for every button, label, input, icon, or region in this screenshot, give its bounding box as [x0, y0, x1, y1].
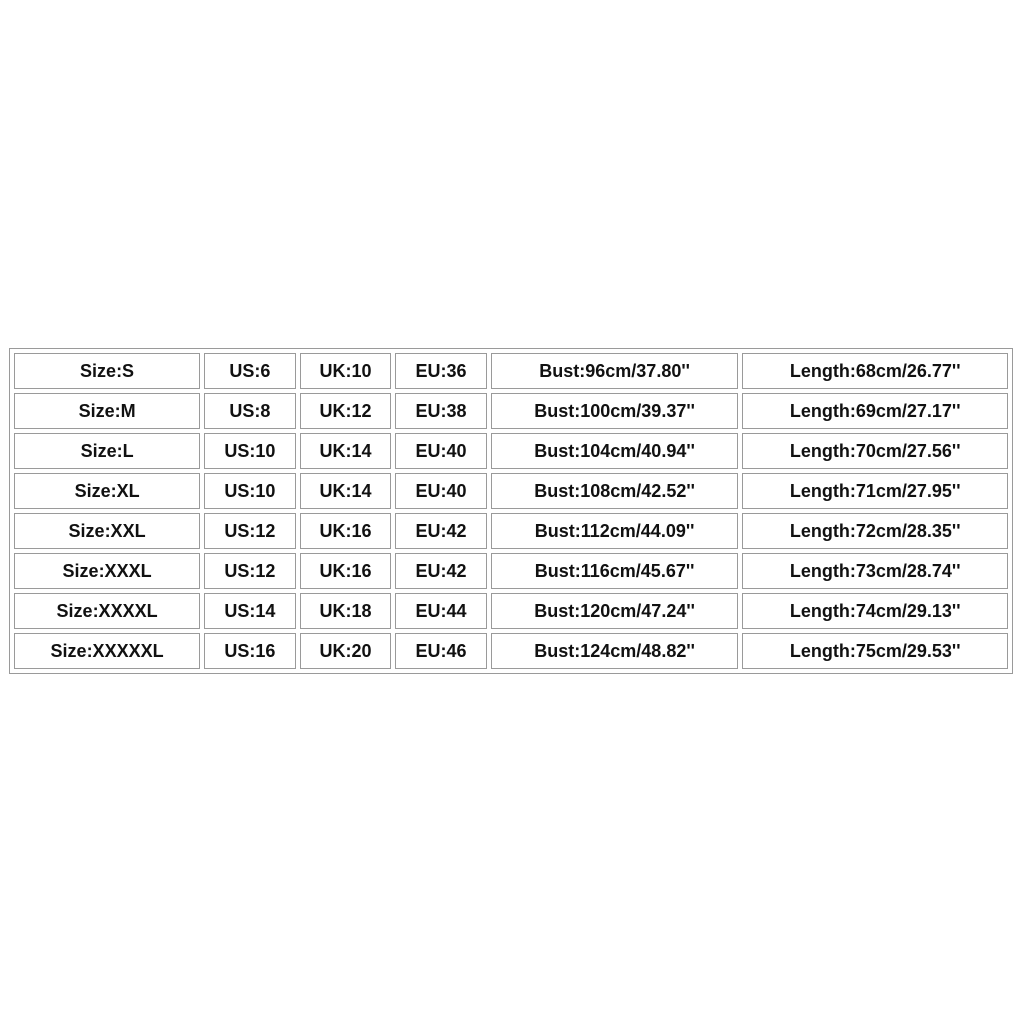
table-row: [14, 553, 1008, 589]
us-size-cell: US:14: [204, 593, 296, 629]
size-cell: Size:M: [14, 393, 200, 429]
table-row: [14, 593, 1008, 629]
bust-cell: Bust:100cm/39.37'': [491, 393, 739, 429]
table-row: [14, 633, 1008, 669]
size-cell: Size:XXXL: [14, 553, 200, 589]
uk-size-cell: UK:12: [300, 393, 392, 429]
eu-size-cell: EU:38: [395, 393, 487, 429]
size-cell: Size:XXXXL: [14, 593, 200, 629]
table-row: [14, 353, 1008, 389]
length-cell: Length:75cm/29.53'': [742, 633, 1008, 669]
bust-cell: Bust:96cm/37.80'': [491, 353, 739, 389]
bust-cell: Bust:116cm/45.67'': [491, 553, 739, 589]
us-size-cell: US:12: [204, 553, 296, 589]
table-row: [14, 393, 1008, 429]
eu-size-cell: EU:42: [395, 513, 487, 549]
uk-size-cell: UK:16: [300, 553, 392, 589]
size-cell: Size:L: [14, 433, 200, 469]
length-cell: Length:73cm/28.74'': [742, 553, 1008, 589]
eu-size-cell: EU:44: [395, 593, 487, 629]
size-chart-table: [9, 348, 1013, 674]
eu-size-cell: EU:42: [395, 553, 487, 589]
us-size-cell: US:10: [204, 433, 296, 469]
us-size-cell: US:10: [204, 473, 296, 509]
eu-size-cell: EU:36: [395, 353, 487, 389]
length-cell: Length:72cm/28.35'': [742, 513, 1008, 549]
table-row: [14, 433, 1008, 469]
us-size-cell: US:8: [204, 393, 296, 429]
eu-size-cell: EU:40: [395, 473, 487, 509]
bust-cell: Bust:120cm/47.24'': [491, 593, 739, 629]
table-row: [14, 473, 1008, 509]
uk-size-cell: UK:20: [300, 633, 392, 669]
bust-cell: Bust:112cm/44.09'': [491, 513, 739, 549]
length-cell: Length:71cm/27.95'': [742, 473, 1008, 509]
uk-size-cell: UK:10: [300, 353, 392, 389]
length-cell: Length:68cm/26.77'': [742, 353, 1008, 389]
uk-size-cell: UK:18: [300, 593, 392, 629]
us-size-cell: US:16: [204, 633, 296, 669]
bust-cell: Bust:124cm/48.82'': [491, 633, 739, 669]
table-row: [14, 513, 1008, 549]
bust-cell: Bust:104cm/40.94'': [491, 433, 739, 469]
size-cell: Size:XXL: [14, 513, 200, 549]
size-cell: Size:XXXXXL: [14, 633, 200, 669]
bust-cell: Bust:108cm/42.52'': [491, 473, 739, 509]
uk-size-cell: UK:14: [300, 473, 392, 509]
us-size-cell: US:6: [204, 353, 296, 389]
length-cell: Length:69cm/27.17'': [742, 393, 1008, 429]
eu-size-cell: EU:40: [395, 433, 487, 469]
size-cell: Size:S: [14, 353, 200, 389]
length-cell: Length:70cm/27.56'': [742, 433, 1008, 469]
eu-size-cell: EU:46: [395, 633, 487, 669]
uk-size-cell: UK:16: [300, 513, 392, 549]
us-size-cell: US:12: [204, 513, 296, 549]
size-cell: Size:XL: [14, 473, 200, 509]
uk-size-cell: UK:14: [300, 433, 392, 469]
length-cell: Length:74cm/29.13'': [742, 593, 1008, 629]
